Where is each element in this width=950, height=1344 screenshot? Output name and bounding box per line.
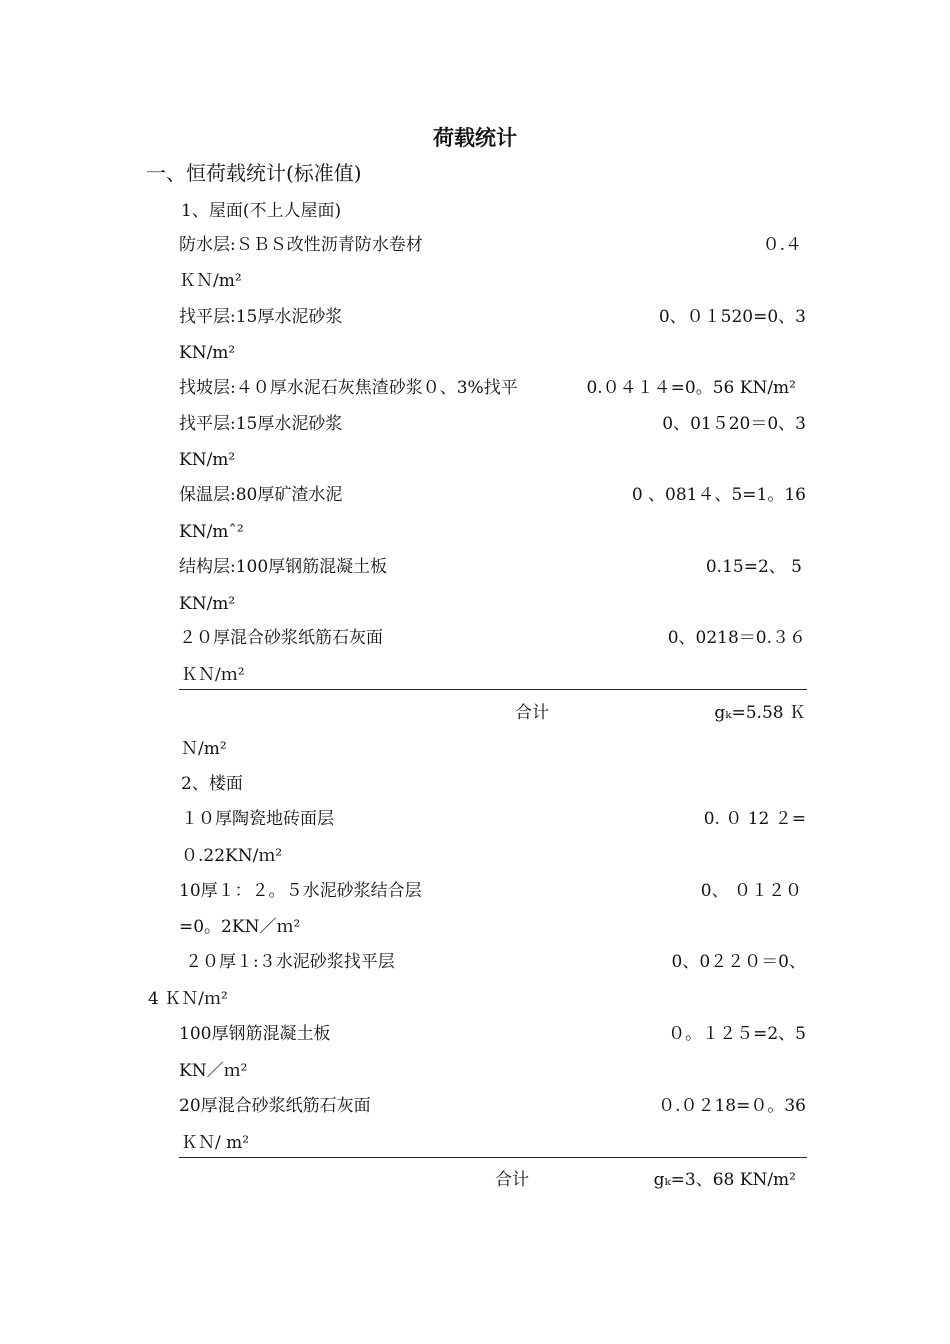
roof-item-unit: KN/m² (179, 343, 236, 363)
roof-item-desc: 结构层:100厚钢筋混凝土板 (179, 557, 388, 577)
roof-item-desc: 找平层:15厚水泥砂浆 (179, 307, 343, 327)
section-heading: 一、恒荷载统计(标准值) (146, 161, 362, 185)
floor-item-desc: ２０厚１:３水泥砂浆找平层 (185, 952, 395, 972)
floor-item-desc: 10厚１：２。５水泥砂浆结合层 (179, 881, 422, 901)
roof-item-unit: ＫＮ/m² (179, 271, 242, 291)
roof-total-unit: Ｎ/m² (181, 739, 227, 759)
roof-item-desc: 找坡层:４０厚水泥石灰焦渣砂浆０、3%找平 (179, 378, 518, 398)
floor-item-unit: =0。2KN／ｍ² (179, 917, 301, 937)
roof-item-desc: 找平层:15厚水泥砂浆 (179, 414, 343, 434)
roof-item-calc: ０.４ (762, 235, 802, 255)
floor-total-value: gₖ=3、68 KN/m² (653, 1170, 796, 1190)
divider (179, 1157, 807, 1158)
roof-item-desc: 保温层:80厚矿渣水泥 (179, 485, 343, 505)
roof-item-unit: ＫＮ/ｍ² (181, 665, 245, 685)
floor-item-calc: 0、 ０１２０ (700, 881, 802, 901)
floor-item-unit: KN／ｍ² (179, 1061, 248, 1081)
floor-total-label: 合计 (495, 1170, 529, 1190)
floor-item-desc: 20厚混合砂浆纸筋石灰面 (179, 1096, 371, 1116)
roof-item-desc: 防水层:ＳＢＳ改性沥青防水卷材 (179, 235, 423, 255)
roof-total-value: gₖ=5.58 Ｋ (714, 703, 806, 723)
roof-item-calc: 0.15=2、 5 (705, 557, 802, 577)
roof-item-unit: KN/m² (179, 594, 236, 614)
roof-item-calc: 0、01５20＝0、3 (662, 414, 806, 434)
roof-item-unit: KN/mˆ² (179, 522, 244, 542)
floor-item-desc: 100厚钢筋混凝土板 (179, 1024, 331, 1044)
floor-item-unit: ＫＮ/ m² (181, 1133, 250, 1153)
floor-item-calc: 0. ０ 12 ２= (703, 809, 806, 829)
roof-item-calc: 0、０１520=0、3 (658, 307, 806, 327)
floor-heading: 2、楼面 (181, 774, 243, 794)
roof-item-unit: KN/m² (179, 450, 236, 470)
roof-item-calc: 0、0218＝0.３６ (667, 628, 806, 648)
roof-total-label: 合计 (515, 703, 549, 723)
floor-item-unit: ０.22KN/ｍ² (181, 846, 283, 866)
floor-item-calc: ０。１２５=2、5 (668, 1024, 806, 1044)
roof-item-desc: ２０厚混合砂浆纸筋石灰面 (179, 628, 383, 648)
floor-item-calc: ０.０２18=０。36 (658, 1096, 806, 1116)
floor-item-desc: １０厚陶瓷地砖面层 (181, 809, 334, 829)
roof-heading: 1、屋面(不上人屋面) (181, 201, 342, 221)
page-title: 荷载统计 (433, 126, 517, 150)
floor-item-unit: 4 ＫＮ/ｍ² (148, 989, 228, 1009)
roof-item-calc: 0.０４１４=0。56 KN/m² (586, 378, 796, 398)
floor-item-calc: 0、0２２０＝0、 (671, 952, 806, 972)
divider (179, 689, 807, 690)
roof-item-calc: 0 、081４、5=1。16 (631, 485, 806, 505)
